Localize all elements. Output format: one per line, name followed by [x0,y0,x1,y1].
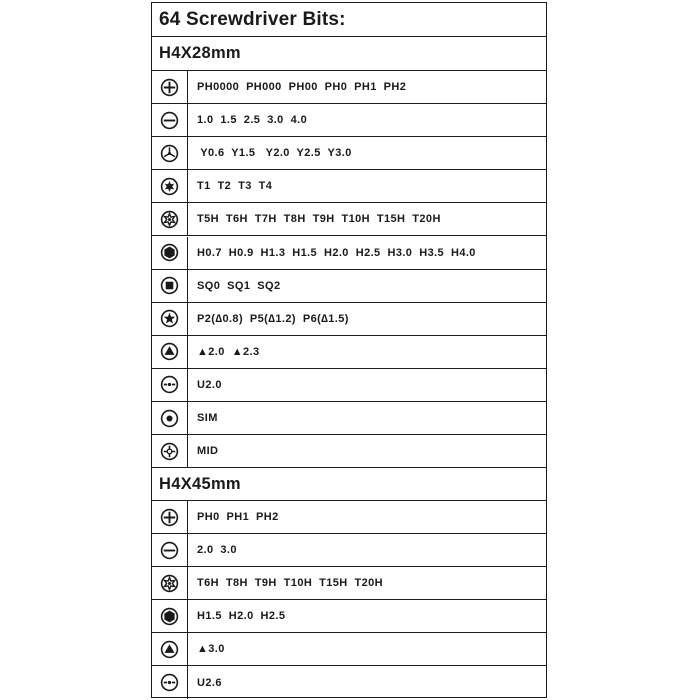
mid-icon [152,435,188,467]
bit-sizes: PH0000 PH000 PH00 PH0 PH1 PH2 [197,81,407,94]
bit-sizes: U2.6 [197,676,222,689]
sheet-title: 64 Screwdriver Bits: [152,3,546,37]
bit-sizes: T1 T2 T3 T4 [197,180,273,193]
u-shape-icon [152,369,188,401]
bit-row [152,303,546,336]
slotted-icon [152,534,188,566]
section-heading-28mm: H4X28mm [152,37,546,71]
bit-row [152,402,546,435]
bit-sizes: Y0.6 Y1.5 Y2.0 Y2.5 Y3.0 [197,147,352,160]
bit-row [152,600,546,633]
bit-sizes: MID [197,445,219,458]
bit-sizes: PH0 PH1 PH2 [197,511,279,523]
slotted-icon [152,104,188,136]
sim-icon [152,402,188,434]
section-heading-45mm: H4X45mm [152,468,546,501]
tri-wing-icon [152,137,188,169]
bit-sizes: SQ0 SQ1 SQ2 [197,279,281,292]
security-torx-icon [152,567,188,599]
bit-row [152,270,546,303]
bit-row [152,170,546,203]
bit-row [152,336,546,369]
security-torx-icon [152,203,188,235]
bit-row [152,501,546,534]
bit-sizes: T5H T6H T7H T8H T9H T10H T15H T20H [197,213,441,226]
u-shape-icon [152,666,188,699]
torx-icon [152,170,188,202]
bit-sizes: T6H T8H T9H T10H T15H T20H [197,577,383,589]
phillips-icon [152,501,188,533]
bit-row [152,534,546,567]
bit-row [152,104,546,137]
bit-row [152,567,546,600]
bit-row [152,137,546,170]
bit-sizes: 1.0 1.5 2.5 3.0 4.0 [197,114,308,127]
bit-row [152,369,546,402]
bit-row [152,633,546,666]
hex-icon [152,237,188,269]
bit-sizes: ▲2.0 ▲2.3 [197,345,260,358]
bit-sizes: H0.7 H0.9 H1.3 H1.5 H2.0 H2.5 H3.0 H3.5 H4.0 [197,246,476,259]
triangle-icon [152,336,188,368]
bit-row [152,237,546,270]
bit-sizes: U2.0 [197,378,222,391]
bit-sizes: 2.0 3.0 [197,544,237,556]
bit-sizes: H1.5 H2.0 H2.5 [197,610,286,622]
bit-list-sheet [151,2,547,698]
phillips-icon [152,71,188,103]
bit-sizes: SIM [197,412,218,425]
bit-row [152,666,546,699]
bit-sizes: ▲3.0 [197,643,225,655]
bit-sizes: P2(∆0.8) P5(∆1.2) P6(∆1.5) [197,312,349,325]
hex-icon [152,600,188,632]
bit-row [152,435,546,468]
bit-row [152,71,546,104]
pentalobe-icon [152,303,188,335]
triangle-icon [152,633,188,665]
bit-row [152,203,546,236]
square-icon [152,270,188,302]
